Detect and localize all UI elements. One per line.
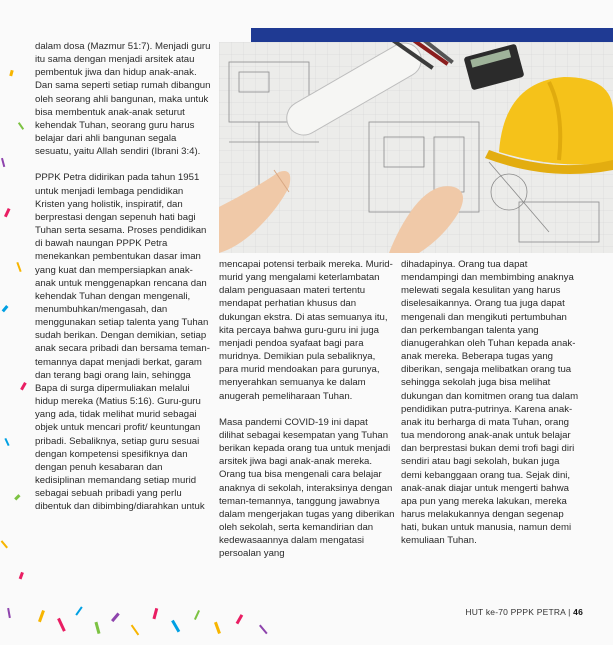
article-column-2 — [219, 258, 395, 560]
confetti-decoration-bottom — [30, 596, 300, 640]
publication-name: HUT ke-70 PPPK PETRA — [465, 607, 566, 617]
article-column-1 — [35, 40, 213, 513]
blueprint-photo — [219, 42, 613, 253]
paragraph: dalam dosa (Mazmur 51:7). Menjadi guru itu sama dengan menjadi arsitek atau pembentuk jiwa dan hidup anak-anak. Dan sama seperti setiap rumah dibangun oleh seorang ahli bangunan, maka untuk bisa membentuk anak-anak seturut kehendak Tuhan, seorang guru harus belajar dari ahli bangunan segala sesuatu, yaitu Allah sendiri (Ibrani 3:4). — [35, 41, 211, 158]
page-number: 46 — [573, 607, 583, 617]
paragraph: mencapai potensi terbaik mereka. Murid-murid yang mengalami keterlambatan dalam penguasaan materi tertentu mendapat perhatian khusus dan dukungan ekstra. Di atas semuanya itu, kita percaya bahwa guru-guru ini juga menjadi pendoa syafaat bagi para muridnya. Demikian pula sebaliknya, para murid mendoakan para gurunya, menyerahkan semuanya ke dalam anugerah pemeliharaan Tuhan. — [219, 259, 393, 402]
paragraph: dihadapinya. Orang tua dapat mendampingi dan membimbing anaknya melewati segala kesulitan yang harus diselesaikannya. Orang tua juga dapat mengenali dan mengikuti pertumbuhan dan perkembangan talenta yang dianugerahkan oleh Tuhan kepada anak-anak mereka. Beberapa tugas yang diberikan, sengaja melibatkan orang tua sehingga sekolah juga bisa melihat dukungan dan komitmen orang tua dalam pendidikan putra-putrinya. Karena anak-anak itu berharga di mata Tuhan, orang tua mendorong anak-anak untuk belajar dan berprestasi bukan demi trofi bagi diri sendiri atau bagi sekolah, bukan juga demi kebanggaan orang tua. Sejak dini, anak-anak diajar untuk mengerti bahwa apa pun yang mereka lakukan, mereka harus melakukannya dengan segenap hati, bukan untuk manusia, namun demi kemuliaan Tuhan. — [401, 259, 579, 547]
paragraph: Masa pandemi COVID-19 ini dapat dilihat sebagai kesempatan yang Tuhan berikan kepada orang tua untuk menjadi arsitek jiwa bagi anak-anak mereka. Orang tua bisa mengenali cara belajar anaknya di sekolah, interaksinya dengan teman-temannya, tanggung jawabnya dalam mengerjakan tugas yang diberikan oleh sekolah, serta kemandirian dan kedewasaannya dalam mengatasi persoalan yang — [219, 416, 395, 560]
footer-separator: | — [568, 607, 571, 617]
page-footer — [465, 607, 583, 617]
confetti-decoration-left — [0, 0, 30, 640]
paragraph: PPPK Petra didirikan pada tahun 1951 untuk menjadi lembaga pendidikan Kristen yang holistik, inspiratif, dan berprestasi dengan sepenuh hati bagi Tuhan serta sesama. Proses pendidikan di bawah naungan PPPK Petra menekankan pembentukan dasar iman yang kuat dan mempersiapkan anak-anak untuk menggenapkan rencana dan kehendak Tuhan dengan mengenali, menumbuhkan/mengasah, dan menggunakan setiap talenta yang Tuhan sudah berikan. Dengan demikian, setiap anak secara pribadi dan bersama teman-temannya dapat menjadi berkat, garam dan terang bagi orang lain, sehingga Bapa di surga dipermuliakan melalui hidup mereka (Matius 5:16). Guru-guru yang ada, tidak melihat murid sebagai objek untuk mencari profit/ keuntungan pribadi. Sebaliknya, setiap guru sesuai dengan kompetensi spesifiknya dan dengan penuh kesabaran dan kedisiplinan memandang setiap murid sebagai sebuah pribadi yang perlu dibentuk dan dibimbing/diarahkan untuk — [35, 172, 210, 513]
article-column-3 — [401, 258, 581, 547]
